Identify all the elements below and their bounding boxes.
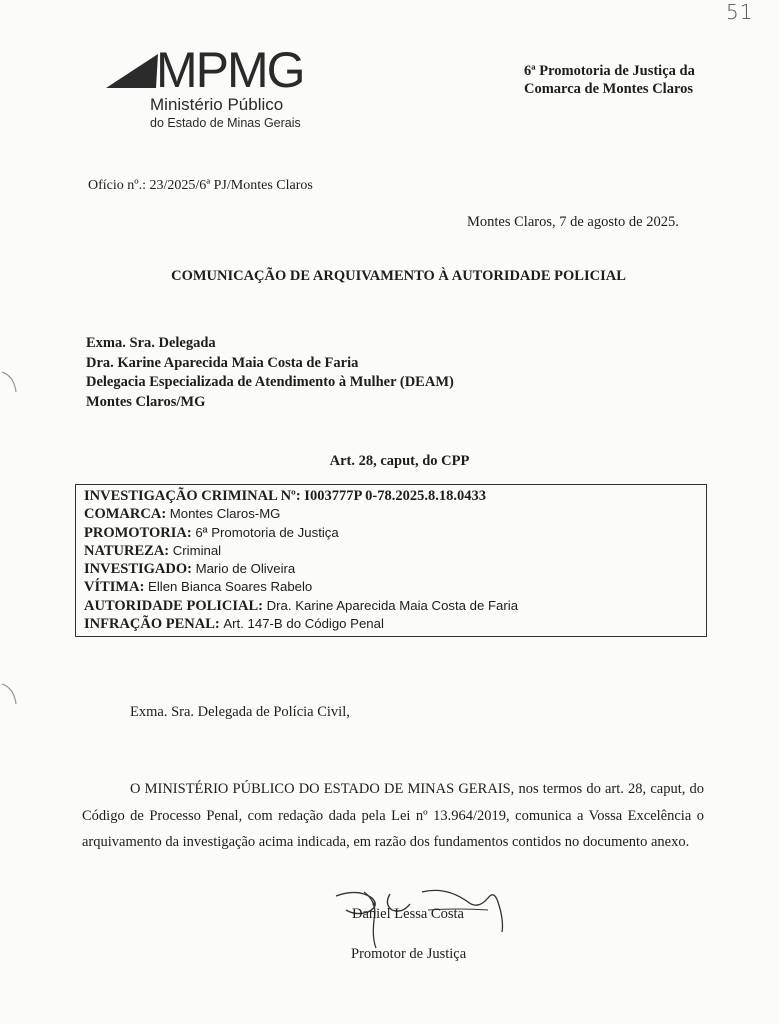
case-info-value: Ellen Bianca Soares Rabelo [148, 579, 313, 595]
case-info-value: Art. 147-B do Código Penal [223, 616, 384, 632]
case-info-label: INVESTIGAÇÃO CRIMINAL Nº: [84, 488, 301, 504]
addressee-line: Delegacia Especializada de Atendimento à Mulher (DEAM) [86, 374, 454, 390]
signatory-title: Promotor de Justiça [351, 946, 467, 962]
case-info-row [84, 542, 706, 560]
case-info-value: Mario de Oliveira [195, 561, 296, 577]
case-info-value: 6ª Promotoria de Justiça [195, 524, 339, 540]
oficio-number: Ofício nº.: 23/2025/6ª PJ/Montes Claros [88, 178, 313, 193]
addressee-line: Exma. Sra. Delegada [86, 335, 216, 351]
case-info-label: VÍTIMA: [84, 579, 145, 596]
case-info-row [84, 505, 706, 523]
case-info-row [84, 615, 706, 633]
logo-acronym: MPMG [156, 42, 304, 98]
logo-subtitle: Ministério Público [150, 95, 284, 114]
addressee-line: Montes Claros/MG [86, 393, 206, 410]
body-text: O MINISTÉRIO PÚBLICO DO ESTADO DE MINAS GERAIS, nos termos do art. 28, caput, do Código de Processo Penal, com redação dada pela Lei nº 13.964/2019, comunica a Vossa Excelência o arquivamento da investigação acima indicada, em razão dos fundamentos contidos no documento anexo. [82, 781, 704, 850]
case-info-value: I003777P 0-78.2025.8.18.0433 [304, 488, 486, 504]
legal-reference: Art. 28, caput, do CPP [329, 453, 470, 469]
case-info-value: Dra. Karine Aparecida Maia Costa de Faria [266, 597, 519, 613]
case-info-row [84, 560, 706, 578]
margin-mark [0, 368, 20, 398]
case-info-value: Montes Claros-MG [169, 506, 281, 522]
case-info-row [84, 487, 706, 505]
case-info-value: Criminal [172, 542, 222, 558]
issuer-line-2: Comarca de Montes Claros [524, 81, 694, 97]
case-info-label: INVESTIGADO: [84, 561, 192, 578]
greeting: Exma. Sra. Delegada de Polícia Civil, [130, 704, 350, 720]
case-info-box [75, 484, 707, 637]
page-number: 51 [726, 0, 754, 24]
case-info-label: AUTORIDADE POLICIAL: [84, 597, 263, 614]
case-info-label: INFRAÇÃO PENAL: [84, 616, 220, 633]
logo-subtitle-2: do Estado de Minas Gerais [150, 116, 301, 130]
case-info-row [84, 524, 706, 542]
document-date: Montes Claros, 7 de agosto de 2025. [467, 214, 679, 230]
issuer-header [524, 62, 695, 98]
addressee-block [86, 334, 454, 412]
case-info-label: COMARCA: [84, 506, 167, 523]
issuer-line-1: 6ª Promotoria de Justiça da [524, 63, 695, 79]
case-info-row [84, 597, 706, 615]
document-title: COMUNICAÇÃO DE ARQUIVAMENTO À AUTORIDADE POLICIAL [171, 268, 626, 284]
margin-mark [0, 680, 20, 710]
mpmg-logo-icon [106, 50, 162, 92]
addressee-line: Dra. Karine Aparecida Maia Costa de Faria [86, 354, 359, 371]
signatory-name: Daniel Lessa Costa [352, 906, 464, 922]
case-info-label: PROMOTORIA: [84, 524, 192, 541]
body-paragraph [82, 776, 704, 856]
case-info-label: NATUREZA: [84, 542, 170, 559]
case-info-row [84, 578, 706, 596]
